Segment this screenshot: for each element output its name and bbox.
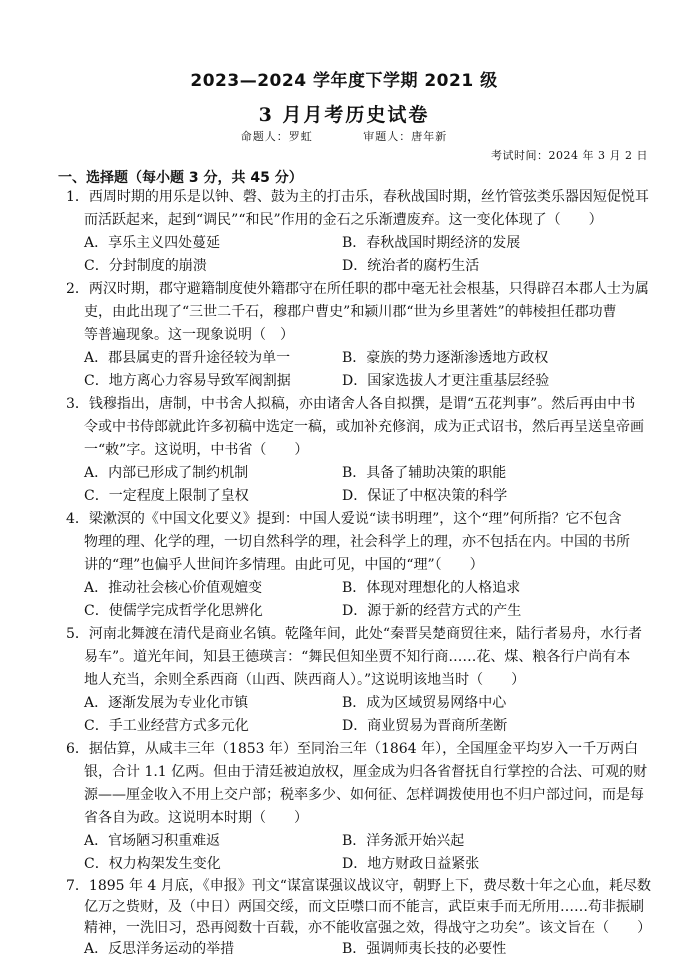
option-c: C．权力构架发生变化	[84, 856, 221, 872]
option-b: B．成为区域贸易网络中心	[342, 695, 507, 711]
author-name: 命题人：罗虹	[240, 130, 313, 143]
option-a: A．享乐主义四处蔓延	[84, 235, 221, 251]
option-b: B．强调师夷长技的必要性	[342, 941, 507, 957]
option-d: D．源于新的经营方式的产生	[342, 603, 522, 619]
question-text-line: 讲的“理”也偏乎人世间许多情理。由此可见，中国的“理”（ ）	[84, 557, 484, 573]
option-b: B．洋务派开始兴起	[342, 833, 465, 849]
question-text-line: 5．河南北舞渡在清代是商业名镇。乾隆年间，此处“秦晋吴楚商贸往来，陆行者易舟，水行者	[66, 626, 643, 642]
reviewer-name: 审题人：唐年新	[363, 130, 448, 143]
question-text-line: 6．据估算，从咸丰三年（1853 年）至同治三年（1864 年），全国厘金平均岁入一千万两白	[66, 741, 639, 757]
question-text-line: 物理的理、化学的理，一切自然科学的理，社会科学上的理，亦不包括在内。中国的书所	[84, 534, 630, 550]
option-c: C．一定程度上限制了皇权	[84, 488, 249, 504]
question-text-line: 1．西周时期的用乐是以钟、磬、鼓为主的打击乐，春秋战国时期，丝竹管弦类乐器因短促悦耳	[66, 189, 649, 205]
question-2	[66, 278, 648, 347]
question-5-options	[84, 692, 644, 738]
question-7-options	[84, 939, 644, 959]
question-text-line: 精神，一洗旧习，恐再阅数十百载，亦不能收富强之效，得战守之功矣”。该文旨在（ ）	[84, 920, 652, 936]
question-6-options	[84, 830, 644, 876]
option-a: A．推动社会核心价值观嬗变	[84, 580, 263, 596]
question-5	[66, 623, 648, 692]
option-d: D．国家选拔人才更注重基层经验	[342, 373, 550, 389]
question-text-line: 7．1895 年 4 月底，《申报》刊文“谋富谋强议战议守，朝野上下，费尽数十年之心血，耗尽数	[66, 878, 651, 894]
question-text-line: 4．梁漱溟的《中国文化要义》提到：中国人爱说“读书明理”，这个“理”何所指？它不包含	[66, 511, 622, 527]
option-c: C．手工业经营方式多元化	[84, 718, 249, 734]
question-7	[66, 876, 652, 939]
option-a: A．郡县属吏的晋升途径较为单一	[84, 350, 291, 366]
option-d: D．商业贸易为晋商所垄断	[342, 718, 508, 734]
option-b: B．体现对理想化的人格追求	[342, 580, 521, 596]
question-text-line: 银，合计 1.1 亿两。但由于清廷被迫放权，厘金成为归各省督抚自行掌控的合法、可观的财	[84, 764, 648, 780]
option-b: B．春秋战国时期经济的发展	[342, 235, 521, 251]
option-c: C．分封制度的崩溃	[84, 258, 207, 274]
question-4	[66, 508, 648, 577]
question-text-line: 省各自为政。这说明本时期（ ）	[84, 810, 308, 826]
question-text-line: 而活跃起来，起到“调民”“和民”作用的金石之乐渐遭废弃。这一变化体现了（ ）	[84, 212, 603, 228]
option-b: B．豪族的势力逐渐渗透地方政权	[342, 350, 549, 366]
question-text-line: 地人充当，余则全系西商（山西、陕西商人）。”这说明该地当时（ ）	[84, 672, 526, 688]
question-text-line: 一“敕”字。这说明，中书省（ ）	[84, 442, 309, 458]
question-text-line: 2．两汉时期，郡守避籍制度使外籍郡守在所任职的郡中毫无社会根基，只得辟召本郡人士为属	[66, 281, 649, 297]
option-a: A．逐渐发展为专业化市镇	[84, 695, 249, 711]
option-a: A．反思洋务运动的举措	[84, 941, 235, 957]
exam-title-line1: 2023—2024 学年度下学期 2021 级	[190, 71, 498, 91]
question-3	[66, 393, 648, 462]
option-c: C．地方离心力容易导致军阀割据	[84, 373, 291, 389]
exam-title-line2: 3 月月考历史试卷	[258, 104, 430, 126]
question-2-options	[84, 347, 644, 393]
option-a: A．内部已形成了制约机制	[84, 465, 249, 481]
question-text-line: 等普遍现象。这一现象说明（ ）	[84, 327, 294, 343]
option-d: D．统治者的腐朽生活	[342, 258, 480, 274]
option-d: D．保证了中枢决策的科学	[342, 488, 508, 504]
question-4-options	[84, 577, 644, 623]
option-a: A．官场陋习积重难返	[84, 833, 221, 849]
question-6	[66, 738, 648, 830]
option-b: B．具备了辅助决策的职能	[342, 465, 507, 481]
option-d: D．地方财政日益紧张	[342, 856, 480, 872]
question-text-line: 亿万之赀财，及（中日）两国交绥，而文臣噤口而不能言，武臣束手而无所用……苟非振刷	[84, 899, 644, 915]
section-heading: 一、选择题（每小题 3 分，共 45 分）	[58, 170, 303, 186]
question-7-paren: （ ）	[595, 920, 652, 936]
question-text-line: 源——厘金收入不用上交户部；税率多少、如何征、怎样调拨使用也不归户部过问，而是每	[84, 787, 644, 803]
authors-line	[0, 128, 688, 144]
question-3-options	[84, 462, 644, 508]
exam-time: 考试时间：2024 年 3 月 2 日	[491, 149, 648, 162]
question-text-line: 吏，由此出现了“三世二千石，穆郡户曹史”和颍川郡“世为乡里著姓”的韩棱担任郡功曹	[84, 304, 617, 320]
question-1	[66, 186, 648, 232]
question-text-line: 易车”。道光年间，知县王德瑛言：“舞民但知坐贾不知行商……花、煤、粮各行户尚有本	[84, 649, 631, 665]
question-text-line: 3．钱穆指出，唐制，中书舍人拟稿，亦由诸舍人各自拟撰，是谓“五花判事”。然后再由中书	[66, 396, 636, 412]
question-1-options	[84, 232, 644, 278]
option-c: C．使儒学完成哲学化思辨化	[84, 603, 263, 619]
question-text-line: 令或中书侍郎就此许多初稿中选定一稿，或加补充修润，成为正式诏书，然后再呈送皇帝画	[84, 419, 644, 435]
